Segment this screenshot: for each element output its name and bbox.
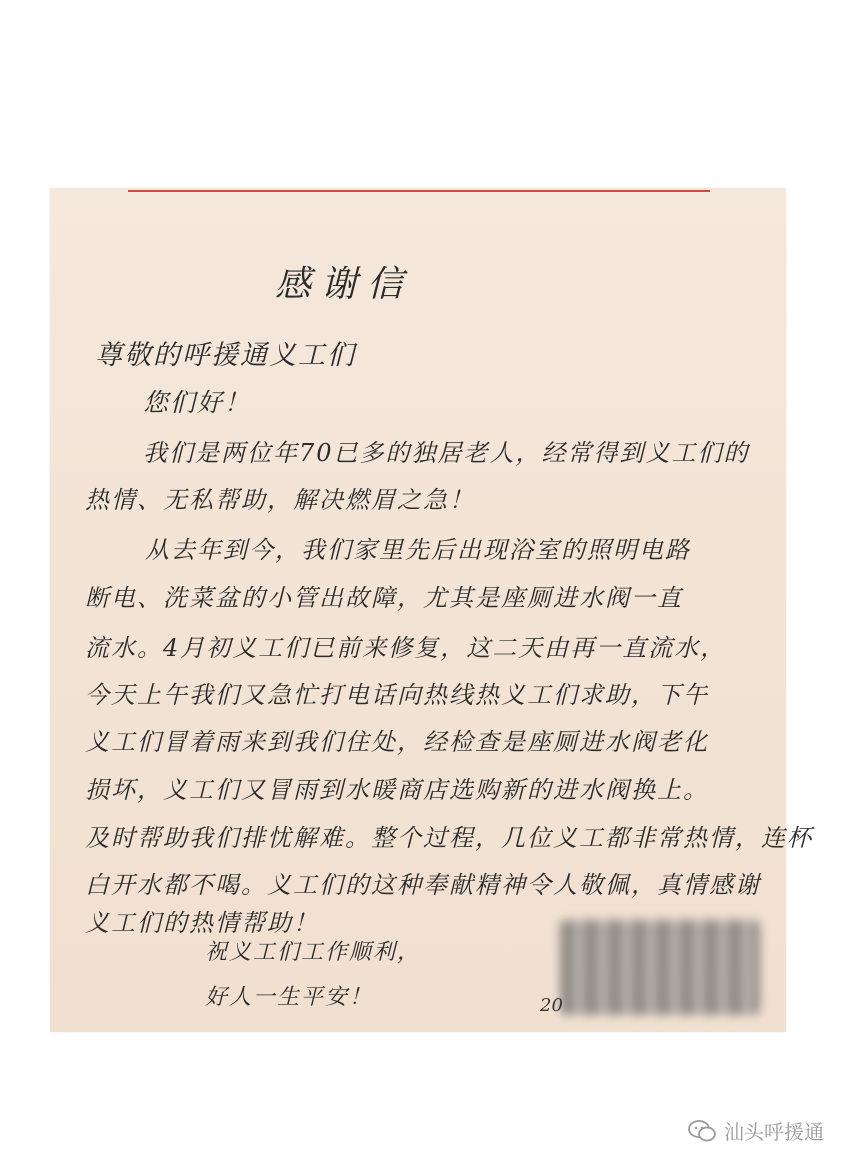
closing-wish-1: 祝义工们工作顺利， — [205, 940, 422, 965]
red-header-rule — [128, 190, 710, 192]
letter-date: 20 — [540, 995, 563, 1016]
closing-wish-2: 好人一生平安！ — [205, 985, 374, 1010]
salutation: 尊敬的呼援通义工们 — [95, 340, 356, 371]
body-line: 及时帮助我们排忧解难。整个过程，几位义工都非常热情，连杯 — [85, 824, 813, 852]
body-line: 流水。4月初义工们已前来修复，这二天由再一直流水， — [85, 634, 727, 662]
body-line: 断电、洗菜盆的小管出故障，尤其是座厕进水阀一直 — [85, 584, 683, 612]
watermark-text: 汕头呼援通 — [724, 1120, 824, 1144]
body-line: 义工们冒着雨来到我们住处，经检查是座厕进水阀老化 — [85, 728, 709, 756]
greeting: 您们好！ — [143, 388, 252, 417]
body-line: 从去年到今，我们家里先后出现浴室的照明电路 — [145, 536, 691, 564]
letter-title: 感谢信 — [275, 264, 414, 305]
body-line: 我们是两位年70已多的独居老人，经常得到义工们的 — [143, 439, 750, 467]
body-line: 今天上午我们又急忙打电话向热线热义工们求助，下午 — [85, 681, 709, 709]
body-line: 白开水都不喝。义工们的这种奉献精神令人敬佩，真情感谢 — [85, 871, 761, 899]
blurred-signature — [560, 920, 760, 1015]
source-watermark — [688, 1116, 824, 1145]
wechat-icon — [688, 1120, 716, 1142]
body-line: 损坏，义工们又冒雨到水暖商店选购新的进水阀换上。 — [85, 776, 709, 804]
body-line: 义工们的热情帮助！ — [85, 909, 319, 937]
body-line: 热情、无私帮助，解决燃眉之急！ — [85, 486, 475, 514]
